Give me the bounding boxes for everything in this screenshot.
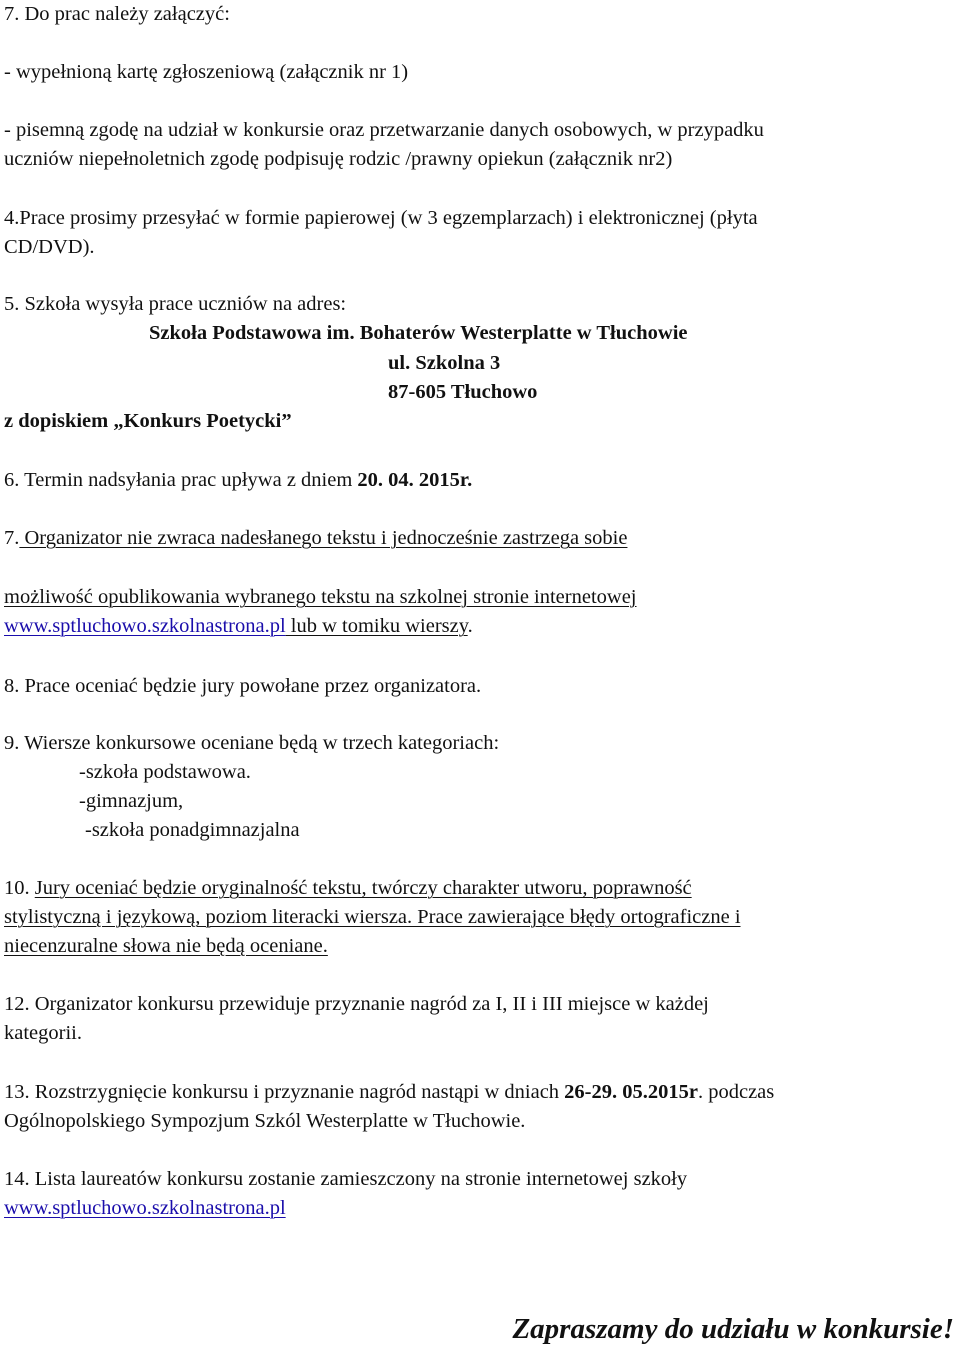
results-date: 26-29. 05.2015r — [564, 1081, 698, 1103]
categories-intro: 9. Wiersze konkursowe oceniane będą w trzech kategoriach: — [4, 732, 500, 754]
return-policy-line-1 — [4, 524, 627, 553]
laureates-line-1: 14. Lista laureatów konkursu zostanie zamieszczony na stronie internetowej szkoły — [4, 1168, 688, 1190]
results-text-end: . podczas — [697, 1081, 775, 1103]
return-policy-line-2: możliwość opublikowania wybranego tekstu na szkolnej stronie internetowej — [4, 586, 637, 608]
attachment-item-2-line-2: uczniów niepełnoletnich zgodę podpisuję rodzic /prawny opiekun (załącznik nr2) — [4, 148, 673, 170]
criteria-text-1: Jury oceniać będzie oryginalność tekstu, twórczy charakter utworu, poprawność — [34, 877, 692, 899]
address-postal: 87-605 Tłuchowo — [388, 381, 538, 403]
format-paragraph-line-2: CD/DVD). — [4, 236, 95, 258]
prizes-line-1: 12. Organizator konkursu przewiduje przyznanie nagród za I, II i III miejsce w każdej — [4, 993, 709, 1015]
address-school-name: Szkoła Podstawowa im. Bohaterów Westerplatte w Tłuchowie — [149, 322, 688, 344]
document-page — [4, 0, 954, 1348]
address-note: z dopiskiem „Konkurs Poetycki” — [4, 410, 292, 432]
criteria-line-3: niecenzuralne słowa nie będą oceniane. — [4, 935, 328, 957]
category-2: -gimnazjum, — [79, 790, 184, 812]
criteria-line-2: stylistyczną i językową, poziom literacki wiersza. Prace zawierające błędy ortograficzne i — [4, 906, 741, 928]
return-policy-line-3 — [4, 612, 473, 641]
results-line-2: Ogólnopolskiego Sympozjum Szkól Westerplatte w Tłuchowie. — [4, 1110, 526, 1132]
format-paragraph-line-1: 4.Prace prosimy przesyłać w formie papierowej (w 3 egzemplarzach) i elektronicznej (płyta — [4, 207, 758, 229]
prizes-line-2: kategorii. — [4, 1022, 82, 1044]
return-policy-number: 7. — [4, 527, 20, 549]
criteria-number: 10. — [4, 877, 35, 899]
return-policy-booklet: lub w tomiku wierszy — [285, 615, 468, 637]
criteria-line-1 — [4, 874, 692, 903]
attachment-item-2-line-1: - pisemną zgodę na udział w konkursie oraz przetwarzanie danych osobowych, w przypadku — [4, 119, 764, 141]
results-line-1 — [4, 1078, 774, 1107]
deadline-text: 6. Termin nadsyłania prac upływa z dniem — [4, 469, 358, 491]
category-3: -szkoła ponadgimnazjalna — [85, 819, 300, 841]
laureates-website-link[interactable]: www.sptluchowo.szkolnastrona.pl — [4, 1197, 286, 1219]
closing-invitation: Zapraszamy do udziału w konkursie! — [512, 1313, 954, 1345]
jury-paragraph: 8. Prace oceniać będzie jury powołane przez organizatora. — [4, 675, 482, 697]
attachment-item-1: - wypełnioną kartę zgłoszeniową (załącznik nr 1) — [4, 61, 409, 83]
deadline-paragraph — [4, 466, 472, 495]
results-text: 13. Rozstrzygnięcie konkursu i przyznanie nagród nastąpi w dniach — [4, 1081, 565, 1103]
category-1: -szkoła podstawowa. — [79, 761, 251, 783]
deadline-date: 20. 04. 2015r. — [357, 469, 473, 491]
address-street: ul. Szkolna 3 — [388, 352, 501, 374]
address-intro: 5. Szkoła wysyła prace uczniów na adres: — [4, 293, 347, 315]
return-policy-dot: . — [467, 615, 473, 637]
return-policy-text: Organizator nie zwraca nadesłanego tekstu i jednocześnie zastrzega sobie — [19, 527, 628, 549]
school-website-link[interactable]: www.sptluchowo.szkolnastrona.pl — [4, 615, 286, 637]
laureates-line-2 — [4, 1194, 286, 1223]
attachments-heading: 7. Do prac należy załączyć: — [4, 3, 230, 25]
